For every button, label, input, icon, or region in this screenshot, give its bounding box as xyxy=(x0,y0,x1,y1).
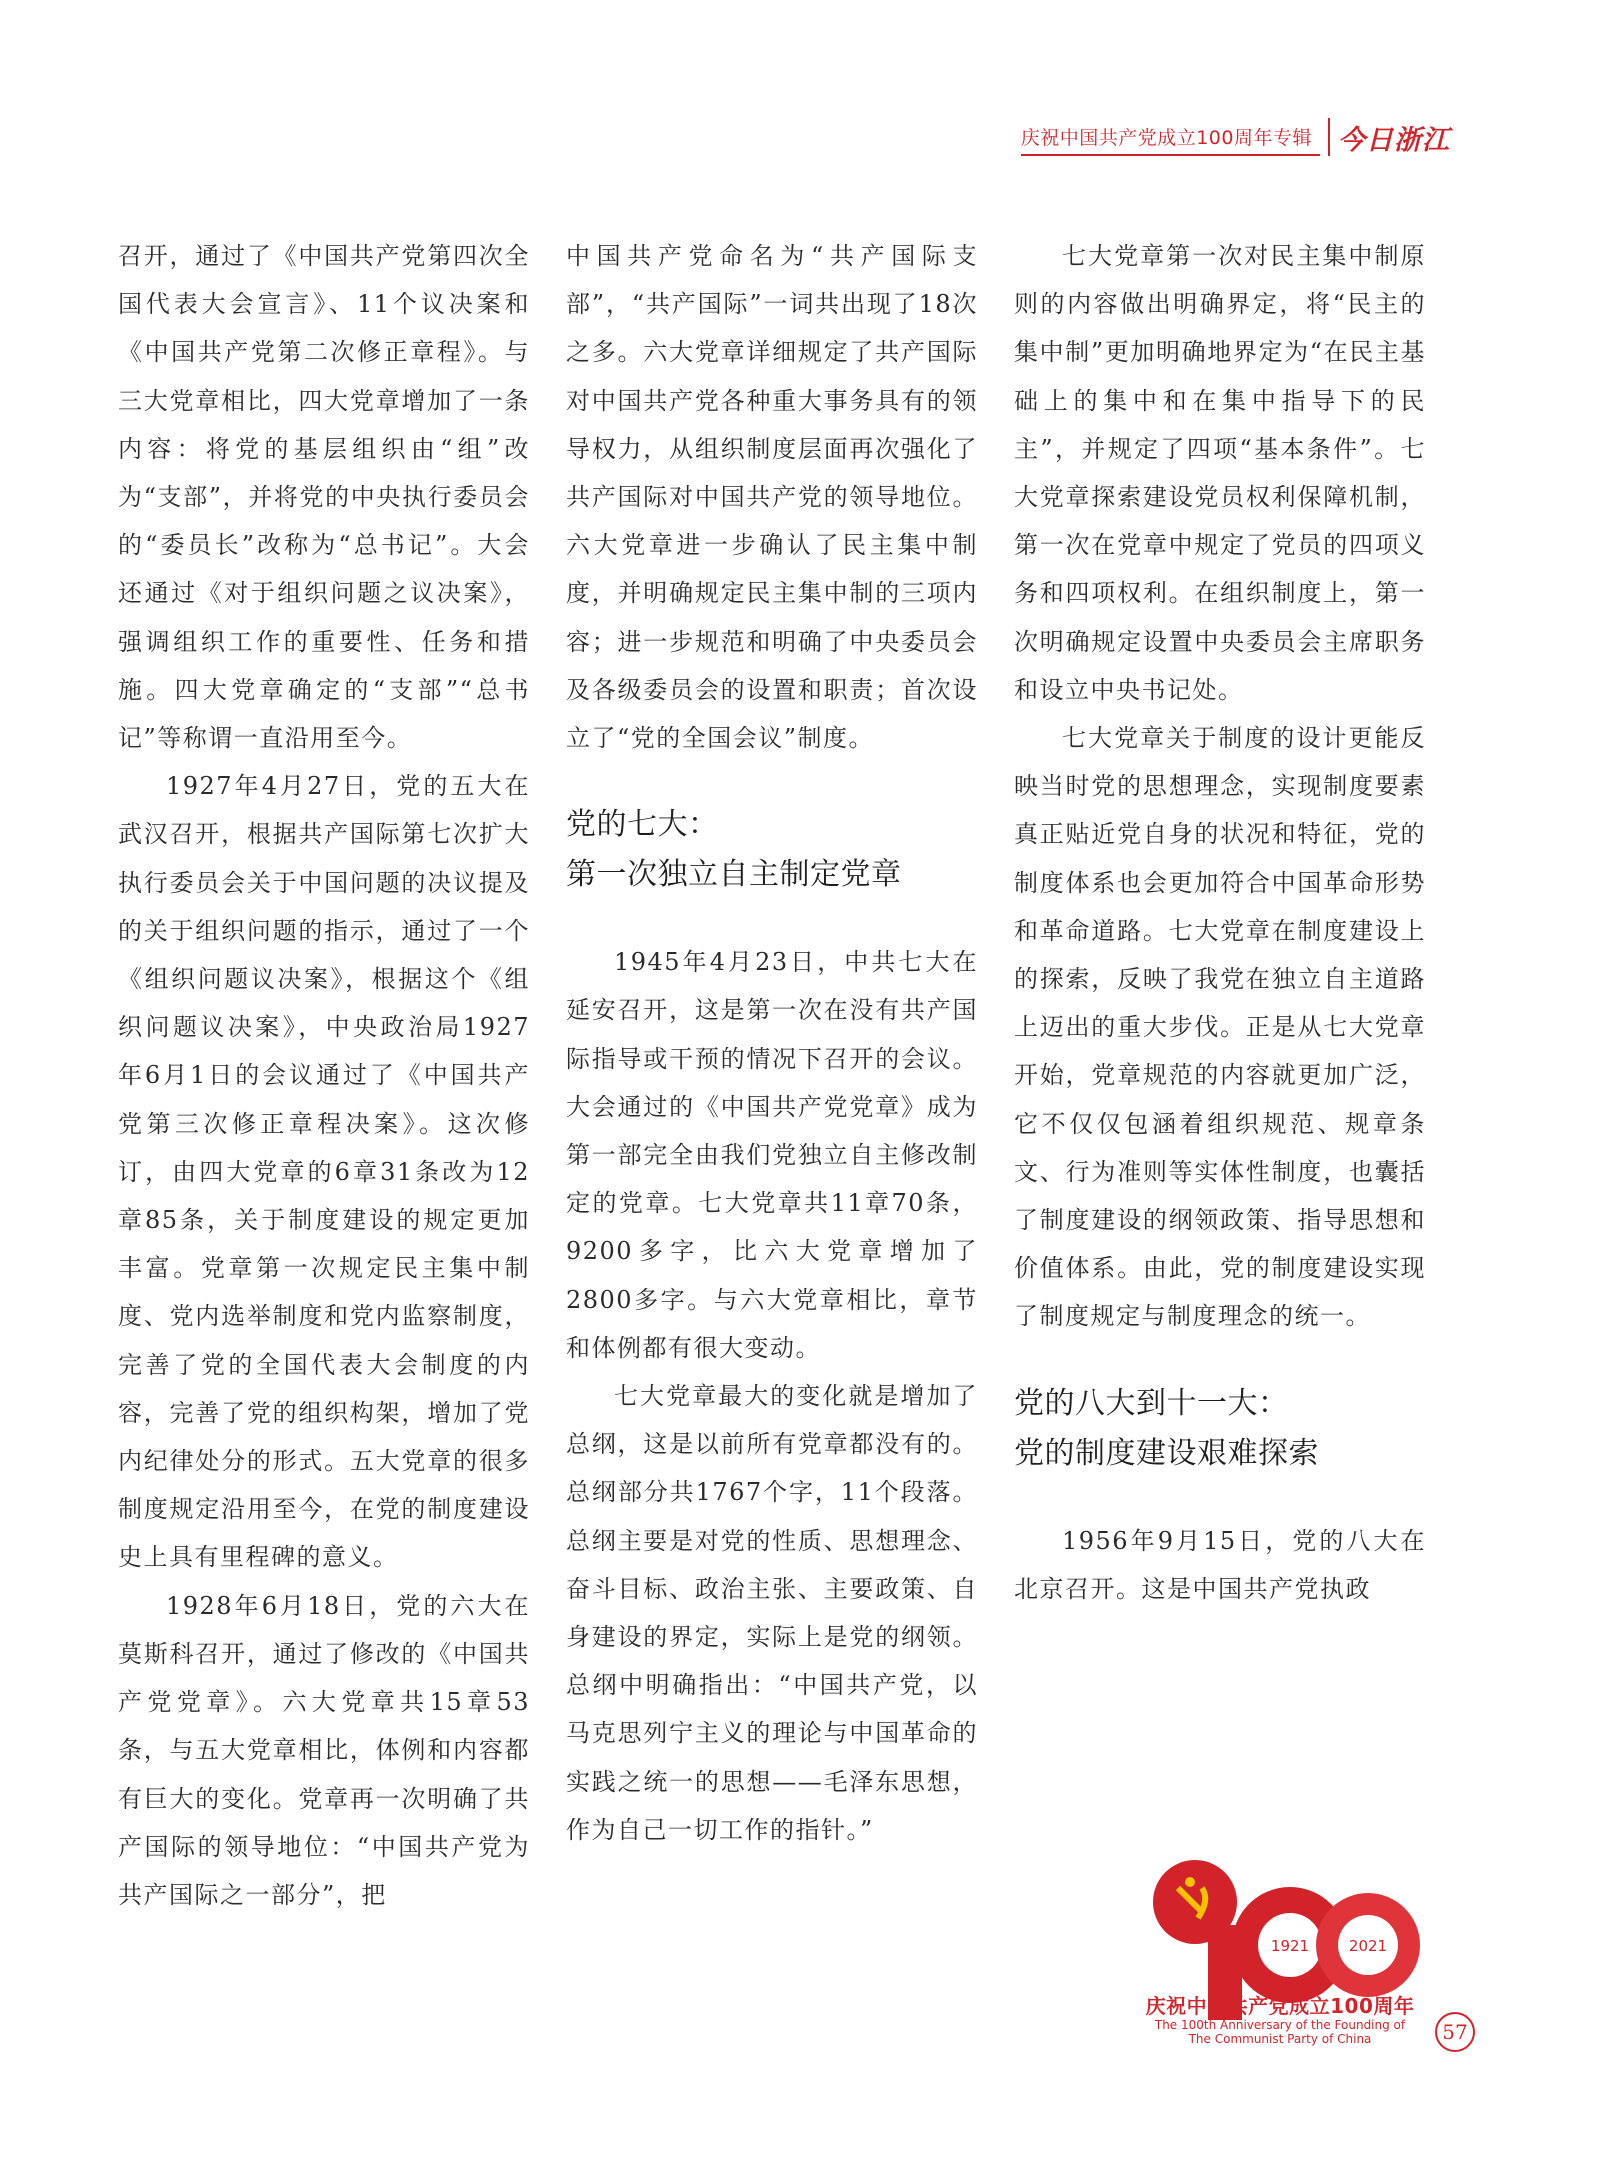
section-heading-line2: 党的制度建设艰难探索 xyxy=(1014,1435,1319,1471)
header-divider xyxy=(1328,118,1330,156)
section-heading-line1: 党的八大到十一大： xyxy=(1014,1385,1289,1421)
paragraph: 七大党章关于制度的设计更能反映当时党的思想理念，实现制度要素真正贴近党自身的状况和特征，党的制度体系也会更加符合中国革命形势和革命道路。七大党章在制度建设上的探索，反映了我党在独立自主道路上迈出的重大步伐。正是从七大党章开始，党章规范的内容就更加广泛，它不仅仅包涵着组织规范、规章条文、行为准则等实体性制度，也囊括了制度建设的纲领政策、指导思想和价值体系。由此，党的制度建设实现了制度规定与制度理念的统一。 xyxy=(1014,724,1426,1331)
section-title: 庆祝中国共产党成立100周年专辑 xyxy=(1021,119,1320,156)
section-heading-line2: 第一次独立自主制定党章 xyxy=(566,857,902,893)
magazine-logo: 今日浙江 xyxy=(1338,124,1450,156)
emblem-zero-right xyxy=(1316,1893,1420,1997)
text-column-3 xyxy=(1014,232,1426,1613)
paragraph: 1927年4月27日，党的五大在武汉召开，根据共产国际第七次扩大执行委员会关于中国问题的决议提及的关于组织问题的指示，通过了一个《组织问题议决案》，根据这个《组织问题议决案》，中央政治局1927年6月1日的会议通过了《中国共产党第三次修正章程决案》。这次修订，由四大党章的6章31条改为12章85条，关于制度建设的规定更加丰富。党章第一次规定民主集中制度、党内选举制度和党内监察制度，完善了党的全国代表大会制度的内容，完善了党的组织构架，增加了党内纪律处分的形式。五大党章的很多制度规定沿用至今，在党的制度建设史上具有里程碑的意义。 xyxy=(118,772,530,1572)
paragraph: 1928年6月18日，党的六大在莫斯科召开，通过了修改的《中国共产党党章》。六大党章共15章53条，与五大党章相比，体例和内容都有巨大的变化。党章再一次明确了共产国际的领导地位：“中国共产党为共产国际之一部分”，把 xyxy=(118,1591,530,1909)
paragraph: 1945年4月23日，中共七大在延安召开，这是第一次在没有共产国际指导或干预的情况下召开的会议。大会通过的《中国共产党党章》成为第一部完全由我们党独立自主修改制定的党章。七大党章共11章70条，9200多字，比六大党章增加了2800多字。与六大党章相比，章节和体例都有很大变动。 xyxy=(566,948,978,1362)
paragraph: 召开，通过了《中国共产党第四次全国代表大会宣言》、11个议决案和《中国共产党第二次修正章程》。与三大党章相比，四大党章增加了一条内容：将党的基层组织由“组”改为“支部”，并将党的中央执行委员会的“委员长”改称为“总书记”。大会还通过《对于组织问题之议决案》，强调组织工作的重要性、任务和措施。四大党章确定的“支部”“总书记”等称谓一直沿用至今。 xyxy=(118,242,530,753)
page-header xyxy=(1021,112,1450,162)
emblem-subtitle-line1: The 100th Anniversary of the Founding of xyxy=(1154,2018,1406,2032)
paragraph: 七大党章第一次对民主集中制原则的内容做出明确界定，将“民主的集中制”更加明确地界定为“在民主基础上的集中和在集中指导下的民主”，并规定了四项“基本条件”。七大党章探索建设党员权利保障机制，第一次在党章中规定了党员的四项义务和四项权利。在组织制度上，第一次明确规定设置中央委员会主席职务和设立中央书记处。 xyxy=(1014,242,1426,704)
paragraph: 1956年9月15日，党的八大在北京召开。这是中国共产党执政 xyxy=(1014,1526,1426,1603)
section-heading-line1: 党的七大： xyxy=(566,807,719,843)
text-column-1 xyxy=(118,232,530,1919)
section-heading xyxy=(1014,1379,1426,1479)
page-number: 57 xyxy=(1435,2012,1475,2052)
emblem-subtitle-line2: The Communist Party of China xyxy=(1188,2032,1372,2046)
section-heading xyxy=(566,800,978,900)
paragraph: 七大党章最大的变化就是增加了总纲，这是以前所有党章都没有的。总纲部分共1767个字，11个段落。总纲主要是对党的性质、思想理念、奋斗目标、政治主张、主要政策、自身建设的界定，实际上是党的纲领。总纲中明确指出：“中国共产党，以马克思列宁主义的理论与中国革命的实践之统一的思想——毛泽东思想，作为自己一切工作的指针。” xyxy=(566,1382,978,1844)
year-start-label: 1921 xyxy=(1270,1937,1310,1955)
text-column-2 xyxy=(566,232,978,1854)
year-end-label: 2021 xyxy=(1348,1937,1388,1955)
emblem-subtitle xyxy=(1140,2018,1420,2046)
paragraph: 中国共产党命名为“共产国际支部”，“共产国际”一词共出现了18次之多。六大党章详细规定了共产国际对中国共产党各种重大事务具有的领导权力，从组织制度层面再次强化了共产国际对中国共产党的领导地位。六大党章进一步确认了民主集中制度，并明确规定民主集中制的三项内容；进一步规范和明确了中央委员会及各级委员会的设置和职责；首次设立了“党的全国会议”制度。 xyxy=(566,242,978,753)
emblem-title: 庆祝中国共产党成立100周年 xyxy=(1145,1994,1415,2018)
